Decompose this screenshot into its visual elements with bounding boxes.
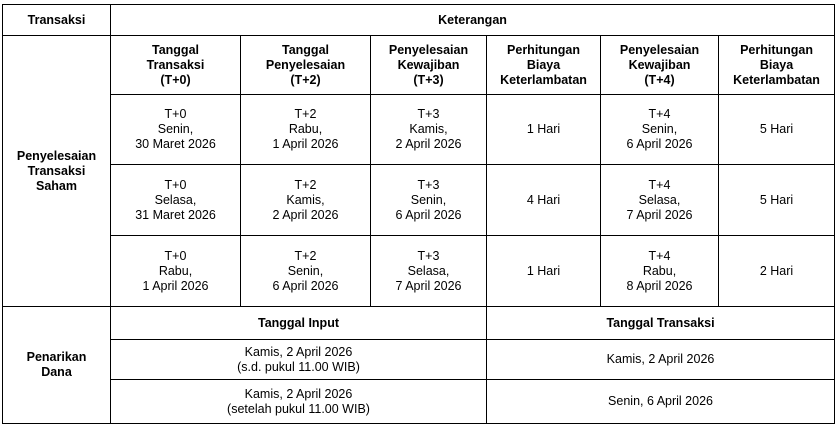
table-cell: T+2 Kamis, 2 April 2026 (241, 165, 371, 236)
table-cell: Kamis, 2 April 2026 (setelah pukul 11.00 WIB) (111, 380, 487, 424)
column-header: Penyelesaian Kewajiban (T+3) (371, 36, 487, 95)
table-cell: T+4 Rabu, 8 April 2026 (601, 236, 719, 307)
table-cell: 1 Hari (487, 236, 601, 307)
column-header: Perhitungan Biaya Keterlambatan (719, 36, 835, 95)
table-cell: T+2 Rabu, 1 April 2026 (241, 95, 371, 165)
table-cell: T+4 Selasa, 7 April 2026 (601, 165, 719, 236)
penarikan-section-label: Penarikan Dana (3, 307, 111, 424)
saham-column-header-row (3, 36, 835, 95)
table-cell: Kamis, 2 April 2026 (487, 340, 835, 380)
column-header-tanggal-input: Tanggal Input (111, 307, 487, 340)
table-cell: T+4 Senin, 6 April 2026 (601, 95, 719, 165)
saham-section-label: Penyelesaian Transaksi Saham (3, 36, 111, 307)
table-cell: 4 Hari (487, 165, 601, 236)
column-header: Tanggal Penyelesaian (T+2) (241, 36, 371, 95)
table-cell: T+0 Senin, 30 Maret 2026 (111, 95, 241, 165)
column-header-tanggal-transaksi: Tanggal Transaksi (487, 307, 835, 340)
header-row (3, 5, 835, 36)
table-cell: T+3 Kamis, 2 April 2026 (371, 95, 487, 165)
table-cell: T+3 Senin, 6 April 2026 (371, 165, 487, 236)
penarikan-header-row (3, 307, 835, 340)
column-header: Penyelesaian Kewajiban (T+4) (601, 36, 719, 95)
column-header: Perhitungan Biaya Keterlambatan (487, 36, 601, 95)
table-row (3, 236, 835, 307)
column-header: Tanggal Transaksi (T+0) (111, 36, 241, 95)
table-cell: 5 Hari (719, 95, 835, 165)
table-cell: 1 Hari (487, 95, 601, 165)
table-cell: 2 Hari (719, 236, 835, 307)
table-cell: Kamis, 2 April 2026 (s.d. pukul 11.00 WIB) (111, 340, 487, 380)
header-keterangan: Keterangan (111, 5, 835, 36)
table-cell: T+3 Selasa, 7 April 2026 (371, 236, 487, 307)
table-row (3, 165, 835, 236)
table-cell: T+0 Rabu, 1 April 2026 (111, 236, 241, 307)
table-cell: 5 Hari (719, 165, 835, 236)
table-row (3, 95, 835, 165)
header-transaksi: Transaksi (3, 5, 111, 36)
table-row (3, 380, 835, 424)
table-cell: T+0 Selasa, 31 Maret 2026 (111, 165, 241, 236)
table-row (3, 340, 835, 380)
table-cell: T+2 Senin, 6 April 2026 (241, 236, 371, 307)
settlement-table (2, 4, 835, 424)
table-cell: Senin, 6 April 2026 (487, 380, 835, 424)
